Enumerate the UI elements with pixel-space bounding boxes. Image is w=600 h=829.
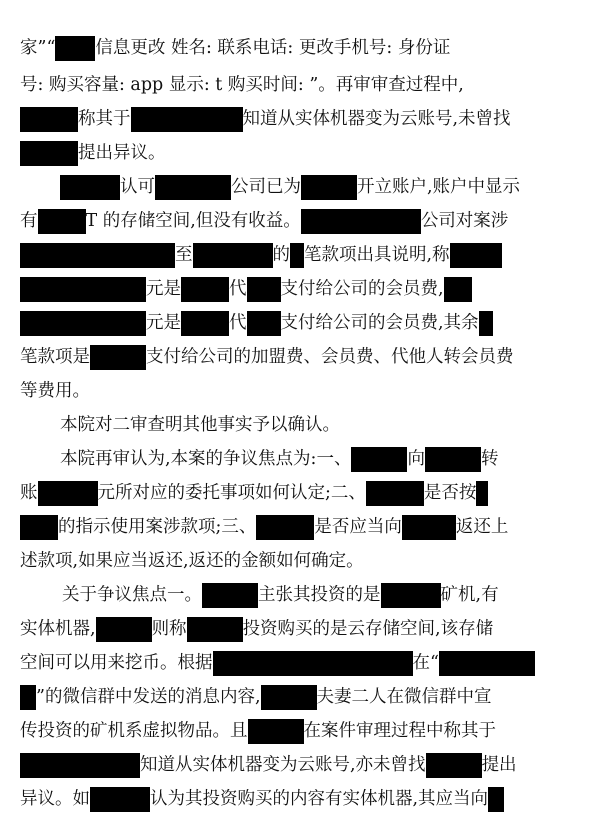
redaction-block: [131, 107, 243, 132]
redaction-block: [426, 753, 482, 778]
text-run: 述款项,如果应当返还,返还的金额如何确定。: [20, 551, 364, 571]
text-line: [20, 546, 364, 576]
text-line: [20, 104, 511, 134]
text-run: 返还上: [455, 517, 509, 537]
text-run: 代: [229, 279, 247, 299]
text-line: [20, 716, 496, 746]
redaction-block: [247, 277, 281, 302]
text-run: 主张其投资的是: [258, 585, 381, 605]
text-run: 则称: [151, 619, 187, 639]
text-line: [20, 274, 472, 304]
text-run: 本院再审认为,本案的争议焦点为:一、: [60, 449, 352, 469]
text-run: 有: [20, 211, 38, 231]
redaction-block: [90, 787, 150, 812]
text-line: [60, 444, 498, 474]
text-run: 支付给公司的会员费,: [280, 279, 444, 299]
redaction-block: [96, 617, 152, 642]
text-run: 异议。如: [20, 789, 90, 809]
text-line: [20, 240, 502, 270]
text-run: 知道从实体机器变为云账号,亦未曾找: [140, 755, 426, 775]
redaction-block: [20, 243, 175, 268]
text-run: 空间可以用来挖币。根据: [20, 653, 213, 673]
redaction-block: [366, 481, 424, 506]
redaction-block: [20, 515, 58, 540]
text-run: T 的存储空间,但没有收益。: [85, 211, 301, 231]
redaction-block: [20, 311, 146, 336]
redaction-block: [20, 277, 146, 302]
text-run: 家”“: [20, 38, 56, 58]
redaction-block: [476, 481, 488, 506]
redaction-block: [202, 583, 258, 608]
redaction-block: [301, 175, 357, 200]
text-run: 等费用。: [20, 381, 90, 401]
redaction-block: [444, 277, 472, 302]
redaction-block: [38, 481, 98, 506]
redaction-block: [181, 311, 229, 336]
text-line: [20, 138, 166, 168]
text-line: [20, 342, 514, 372]
text-run: 的: [272, 245, 290, 265]
redaction-block: [351, 447, 407, 472]
text-run: 的指示使用案涉款项;三、: [58, 517, 257, 537]
redaction-block: [20, 685, 36, 710]
redaction-block: [450, 243, 502, 268]
redaction-block: [193, 243, 273, 268]
text-line: [60, 172, 520, 202]
text-line: [20, 206, 508, 236]
text-run: 实体机器,: [20, 619, 96, 639]
redaction-block: [479, 311, 493, 336]
text-run: 向: [407, 449, 425, 469]
text-run: 称其于: [78, 109, 131, 129]
text-line: [20, 784, 504, 814]
redaction-block: [261, 685, 317, 710]
redaction-block: [155, 175, 231, 200]
text-run: 号: 购买容量: app 显示: t 购买时间: ”。再审审查过程中,: [20, 75, 464, 95]
redaction-block: [290, 243, 304, 268]
text-run: 投资购买的是云存储空间,该存储: [242, 619, 494, 639]
text-line: [20, 308, 493, 338]
text-run: 夫妻二人在微信群中宣: [316, 687, 492, 707]
redaction-block: [20, 753, 140, 778]
redaction-block: [256, 515, 314, 540]
text-run: 矿机,有: [440, 585, 499, 605]
text-run: 支付给公司的加盟费、会员费、代他人转会员费: [146, 347, 514, 367]
text-run: 提出异议。: [78, 143, 166, 163]
text-run: 账: [20, 483, 38, 503]
text-run: 知道从实体机器变为云账号,未曾找: [242, 109, 511, 129]
redaction-block: [425, 447, 481, 472]
redaction-block: [213, 651, 413, 676]
text-line: [62, 580, 499, 610]
text-run: 代: [229, 313, 247, 333]
text-run: 公司对案涉: [420, 211, 509, 231]
text-run: 信息更改 姓名: 联系电话: 更改手机号: 身份证: [95, 38, 451, 58]
text-run: 转: [480, 449, 499, 469]
redaction-block: [488, 787, 504, 812]
text-run: 公司已为: [231, 177, 301, 197]
redaction-block: [381, 583, 441, 608]
redaction-block: [181, 277, 229, 302]
text-line: [20, 648, 535, 678]
text-line: [20, 70, 464, 100]
text-line: [60, 410, 340, 440]
redaction-block: [402, 515, 456, 540]
text-run: 至: [175, 245, 193, 265]
text-run: 笔款项出具说明,称: [304, 245, 450, 265]
text-run: 本院对二审查明其他事实予以确认。: [60, 415, 340, 435]
text-run: 元是: [146, 313, 181, 333]
text-run: 支付给公司的会员费,其余: [280, 313, 479, 333]
text-run: 笔款项是: [20, 347, 90, 367]
text-line: [20, 750, 517, 780]
text-run: ”的微信群中发送的消息内容,: [36, 687, 261, 707]
redaction-block: [247, 311, 281, 336]
text-run: 元所对应的委托事项如何认定;二、: [97, 483, 366, 503]
redaction-block: [20, 141, 78, 166]
redaction-block: [439, 651, 535, 676]
text-run: 提出: [481, 755, 517, 775]
text-run: 认可: [120, 177, 155, 197]
text-line: [20, 478, 488, 508]
text-line: [20, 682, 492, 712]
redaction-block: [20, 107, 78, 132]
text-line: [20, 512, 508, 542]
text-run: 在案件审理过程中称其于: [303, 721, 496, 741]
text-run: 是否应当向: [314, 517, 402, 537]
text-run: 传投资的矿机系虚拟物品。且: [20, 721, 248, 741]
redaction-block: [90, 345, 146, 370]
text-line: [20, 614, 493, 644]
text-run: 元是: [146, 279, 181, 299]
redaction-block: [187, 617, 243, 642]
text-line: [20, 376, 90, 406]
text-run: 关于争议焦点一。: [62, 585, 202, 605]
redaction-block: [301, 209, 421, 234]
text-run: 开立账户,账户中显示: [357, 177, 521, 197]
redaction-block: [248, 719, 304, 744]
redaction-block: [38, 209, 86, 234]
text-line: [20, 33, 450, 63]
text-run: 在“: [412, 653, 439, 673]
redaction-block: [55, 36, 95, 61]
text-run: 是否按: [423, 483, 477, 503]
text-run: 认为其投资购买的内容有实体机器,其应当向: [150, 789, 489, 809]
redaction-block: [60, 175, 120, 200]
